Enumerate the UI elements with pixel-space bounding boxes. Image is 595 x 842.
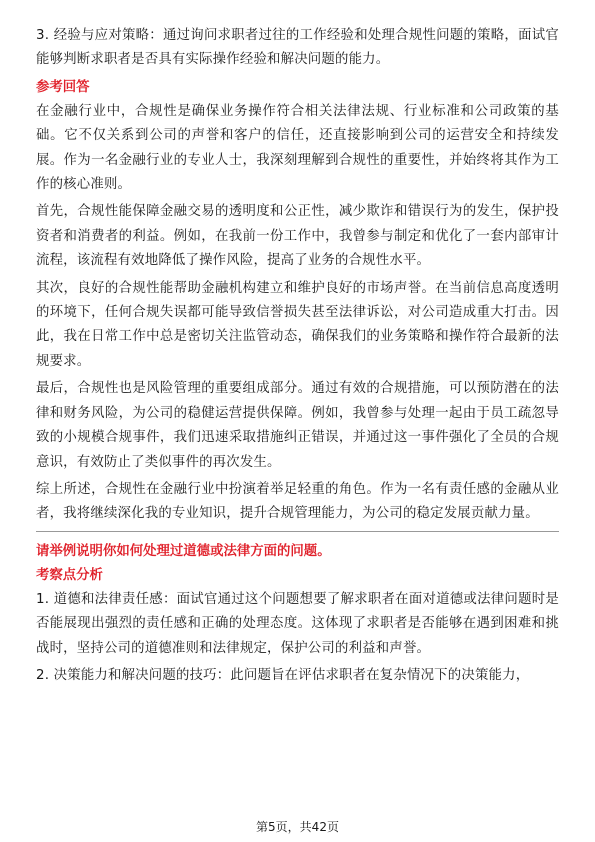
analysis-heading: 考察点分析 bbox=[36, 567, 103, 583]
page-number: 第5页，共42页 bbox=[256, 820, 339, 834]
answer-paragraph: 首先，合规性能保障金融交易的透明度和公正性，减少欺诈和错误行为的发生，保护投资者和消费者的利益。例如，在我前一份工作中，我曾参与制定和优化了一套内部审计流程，该流程有效地降低了操作风险，提高了业务的合规性水平。 bbox=[36, 204, 559, 269]
answer-paragraph: 综上所述，合规性在金融行业中扮演着举足轻重的角色。作为一名有责任感的金融从业者，我将继续深化我的专业知识，提升合规管理能力，为公司的稳定发展贡献力量。 bbox=[36, 481, 559, 522]
analysis-point: 2. 决策能力和解决问题的技巧：此问题旨在评估求职者在复杂情况下的决策能力， bbox=[36, 667, 530, 683]
section-divider bbox=[36, 531, 559, 532]
document-page bbox=[36, 24, 559, 691]
intro-point-3: 3. 经验与应对策略：通过询问求职者过往的工作经验和处理合规性问题的策略，面试官能够判断求职者是否具有实际操作经验和解决问题的能力。 bbox=[36, 28, 559, 68]
answer-paragraph: 其次，良好的合规性能帮助金融机构建立和维护良好的市场声誉。在当前信息高度透明的环境下，任何合规失误都可能导致信誉损失甚至法律诉讼，对公司造成重大打击。因此，我在日常工作中总是密切关注监管动态，确保我们的业务策略和操作符合最新的法规要求。 bbox=[36, 280, 559, 369]
answer-paragraph: 最后，合规性也是风险管理的重要组成部分。通过有效的合规措施，可以预防潜在的法律和财务风险，为公司的稳健运营提供保障。例如，我曾参与处理一起由于员工疏忽导致的小规模合规事件，我们迅速采取措施纠正错误，并通过这一事件强化了全员的合规意识，有效防止了类似事件的再次发生。 bbox=[36, 381, 559, 470]
analysis-point: 1. 道德和法律责任感：面试官通过这个问题想要了解求职者在面对道德或法律问题时是否能展现出强烈的责任感和正确的处理态度。这体现了求职者是否能够在遇到困难和挑战时，坚持公司的道德准则和法律规定，保护公司的利益和声誉。 bbox=[36, 591, 559, 656]
question-title: 请举例说明你如何处理过道德或法律方面的问题。 bbox=[36, 543, 331, 559]
answer-paragraph: 在金融行业中，合规性是确保业务操作符合相关法律法规、行业标准和公司政策的基础。它不仅关系到公司的声誉和客户的信任，还直接影响到公司的运营安全和持续发展。作为一名金融行业的专业人士，我深刻理解到合规性的重要性，并始终将其作为工作的核心准则。 bbox=[36, 103, 559, 193]
answer-heading: 参考回答 bbox=[36, 79, 90, 95]
